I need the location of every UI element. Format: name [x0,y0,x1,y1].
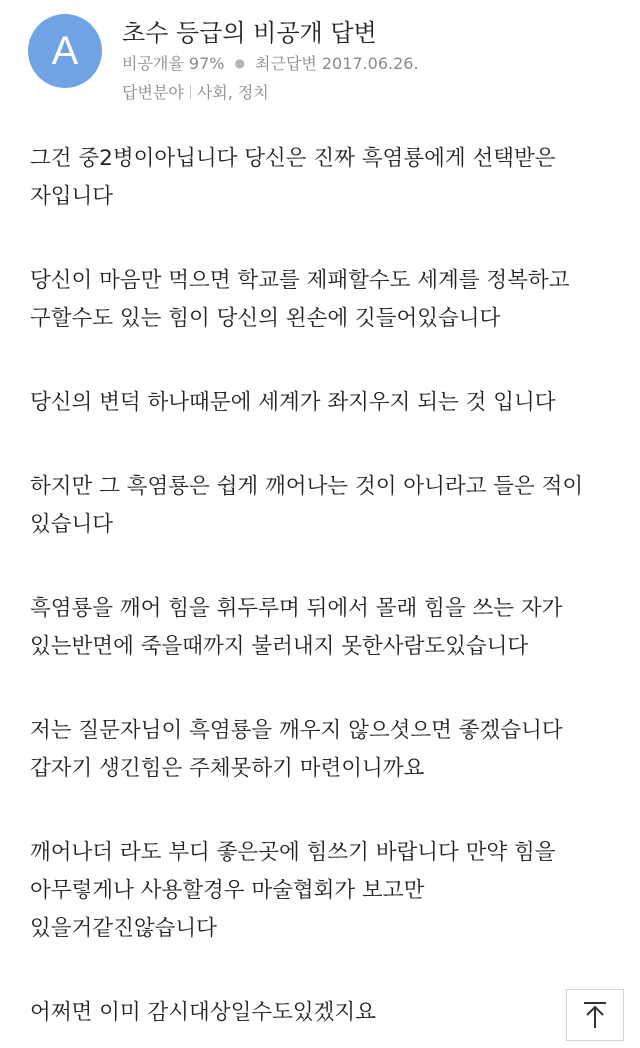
answer-paragraph: 그건 중2병이아닙니다 당신은 진짜 흑염룡에게 선택받은 자입니다 [30,146,556,209]
answer-paragraph: 저는 질문자님이 흑염룡을 깨우지 않으셧으면 좋겠습니다 갑자기 생긴힘은 주체못하기 마련이니까요 [30,718,563,781]
answer-body [30,140,615,1032]
answer-paragraph: 당신이 마음만 먹으면 학교를 제패할수도 세계를 정복하고 구할수도 있는 힘이 당신의 왼손에 깃들어있습니다 [30,268,570,331]
answerer-stats [122,52,419,75]
answer-field [122,82,269,104]
answer-paragraph: 어쩌면 이미 감시대상일수도있겠지요 [30,1000,376,1025]
answer-field-label: 답변분야 [122,83,184,102]
answer-paragraph: 하지만 그 흑염룡은 쉽게 깨어나는 것이 아니라고 들은 적이 있습니다 [30,474,584,537]
separator-dot-icon: ● [234,56,245,70]
answer-paragraph: 당신의 변덕 하나때문에 세계가 좌지우지 되는 것 입니다 [30,390,556,415]
answerer-grade-title[interactable]: 초수 등급의 비공개 답변 [122,19,377,47]
recent-answer-date: 최근답변 2017.06.26. [254,54,419,73]
arrow-up-to-top-icon [580,1000,610,1030]
avatar-letter: A [51,29,79,73]
answer-paragraph: 흑염룡을 깨어 힘을 휘두루며 뒤에서 몰래 힘을 쓰는 자가 있는반면에 죽을때까지 불러내지 못한사람도있습니다 [30,596,563,659]
answer-field-value: 사회, 정치 [196,83,269,102]
avatar[interactable] [28,14,102,88]
answerer-profile [24,12,624,112]
field-divider [190,85,191,99]
answer-paragraph: 깨어나더 라도 부디 좋은곳에 힘쓰기 바랍니다 만약 힘을 아무렇게나 사용할경우 마술협회가 보고만 있을거같진않습니다 [30,840,556,941]
private-rate: 비공개율 97% [122,54,225,73]
scroll-to-top-button[interactable] [566,989,624,1041]
